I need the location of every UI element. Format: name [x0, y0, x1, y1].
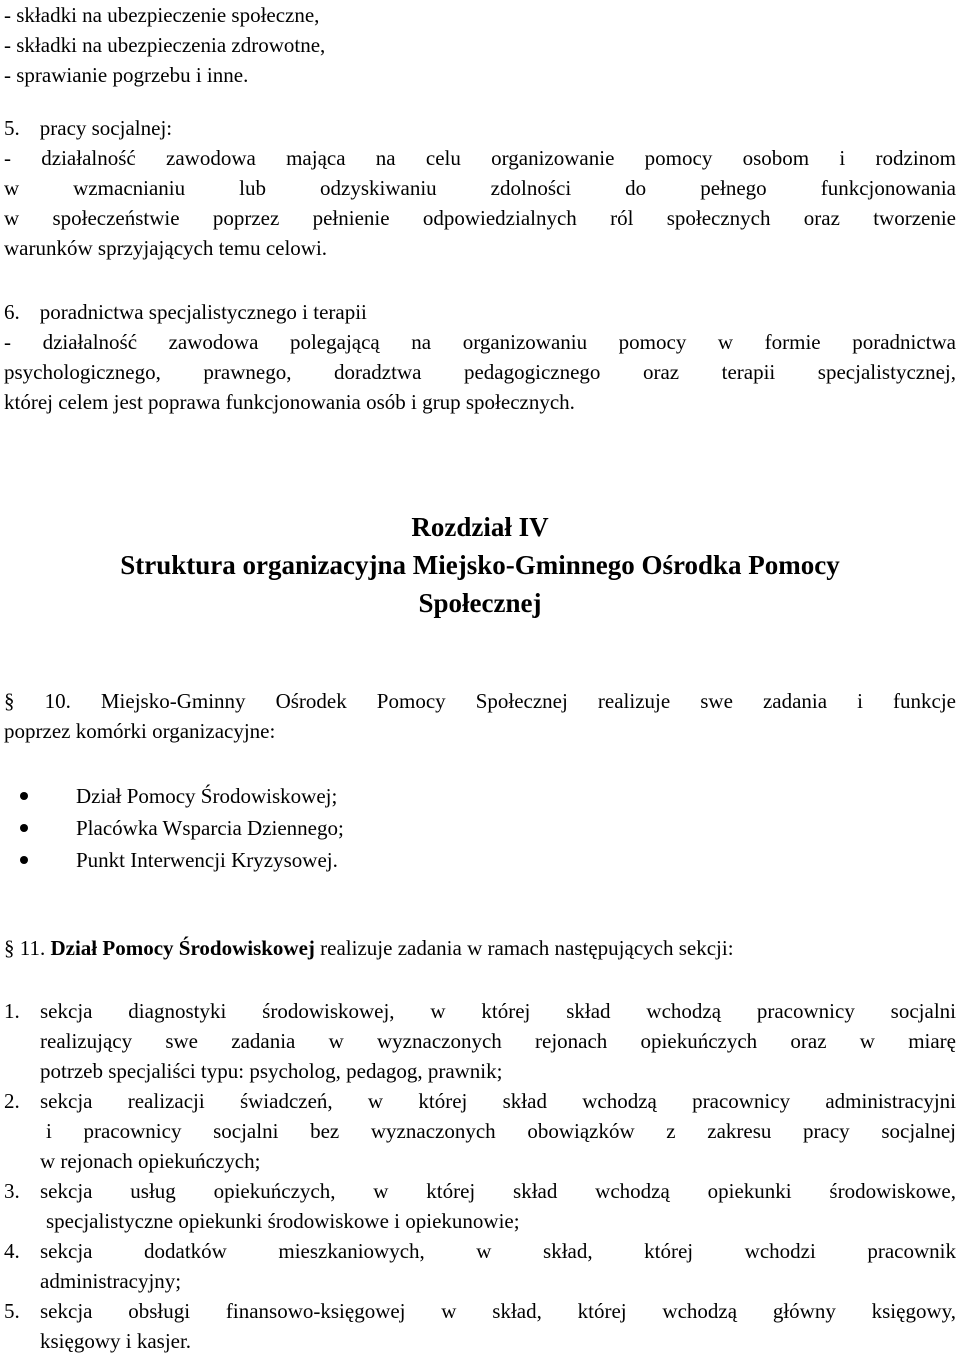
item-line: potrzeb specjaliści typu: psycholog, pedagog, prawnik;: [40, 1059, 503, 1083]
sections-list: [4, 996, 956, 1356]
section-5-heading: [4, 113, 956, 143]
bullet-icon: [20, 792, 28, 800]
list-item: [4, 996, 956, 1086]
paragraph-11-line: [4, 933, 956, 963]
item-number: 2.: [4, 1089, 20, 1113]
chapter-title: Struktura organizacyjna Miejsko-Gminnego Ośrodka Pomocy: [120, 550, 840, 580]
section-number: 6.: [4, 300, 20, 324]
bullet-icon: [20, 856, 28, 864]
section-5-line: w społeczeństwie poprzez pełnienie odpowiedzialnych ról społecznych oraz tworzenie: [4, 206, 956, 230]
item-line: specjalistyczne opiekunki środowiskowe i opiekunowie;: [46, 1209, 520, 1233]
list-item: - składki na ubezpieczenie społeczne,: [4, 3, 320, 27]
department-name: Dział Pomocy Środowiskowej: [50, 936, 315, 960]
paragraph-text: realizuje zadania w ramach następujących sekcji:: [320, 936, 734, 960]
item-number: 3.: [4, 1179, 20, 1203]
section-6-line: psychologicznego, prawnego, doradztwa pedagogicznego oraz terapii specjalistycznej,: [4, 360, 956, 384]
section-6-heading: [4, 297, 956, 327]
units-list: [20, 780, 344, 876]
chapter-heading: [0, 508, 960, 622]
unit-name: Placówka Wsparcia Dziennego;: [76, 816, 344, 840]
paragraph-text: Miejsko-Gminny Ośrodek Pomocy Społecznej realizuje swe zadania i funkcje: [100, 689, 957, 713]
section-title: poradnictwa specjalistycznego i terapii: [39, 300, 367, 324]
item-line: księgowy i kasjer.: [40, 1329, 192, 1353]
list-item: [4, 1236, 956, 1296]
section-6-line: której celem jest poprawa funkcjonowania osób i grup społecznych.: [4, 390, 575, 414]
section-5-line: - działalność zawodowa mająca na celu organizowanie pomocy osobom i rodzinom: [4, 146, 956, 170]
unit-name: Punkt Interwencji Kryzysowej.: [76, 848, 338, 872]
list-item: [4, 1176, 956, 1236]
item-line: sekcja diagnostyki środowiskowej, w której skład wchodzą pracownicy socjalni: [40, 999, 956, 1023]
item-number: 5.: [4, 1299, 20, 1323]
section-5-line: w wzmacnianiu lub odzyskiwaniu zdolności do pełnego funkcjonowania: [4, 176, 956, 200]
list-item: [4, 1296, 956, 1356]
section-number: 5.: [4, 116, 20, 140]
item-number: 1.: [4, 999, 20, 1023]
unit-name: Dział Pomocy Środowiskowej;: [76, 784, 338, 808]
benefits-list: [4, 0, 325, 90]
item-line: w rejonach opiekuńczych;: [40, 1149, 261, 1173]
list-item: [20, 780, 344, 812]
list-item: - sprawianie pogrzebu i inne.: [4, 63, 249, 87]
section-6: [4, 297, 956, 417]
section-title: pracy socjalnej:: [39, 116, 173, 140]
item-line: sekcja dodatków mieszkaniowych, w skład, której wchodzi pracownik: [40, 1239, 956, 1263]
paragraph-10-line: poprzez komórki organizacyjne:: [4, 719, 276, 743]
chapter-title-continued: Społecznej: [418, 588, 542, 618]
paragraph-10: [4, 686, 956, 746]
list-item: [20, 844, 344, 876]
list-item: - składki na ubezpieczenia zdrowotne,: [4, 33, 326, 57]
item-line: administracyjny;: [40, 1269, 182, 1293]
section-6-line: - działalność zawodowa polegającą na organizowaniu pomocy w formie poradnictwa: [4, 330, 956, 354]
list-item: [4, 1086, 956, 1176]
item-line: sekcja obsługi finansowo-księgowej w skład, której wchodzą główny księgowy,: [40, 1299, 956, 1323]
list-item: [20, 812, 344, 844]
paragraph-number: 10.: [44, 689, 71, 713]
chapter-number: Rozdział IV: [411, 512, 549, 542]
item-line: sekcja realizacji świadczeń, w której skład wchodzą pracownicy administracyjni: [40, 1089, 956, 1113]
paragraph-symbol: §: [4, 689, 15, 713]
bullet-icon: [20, 824, 28, 832]
item-line: realizujący swe zadania w wyznaczonych rejonach opiekuńczych oraz w miarę: [40, 1029, 956, 1053]
item-number: 4.: [4, 1239, 20, 1263]
item-line: sekcja usług opiekuńczych, w której skład wchodzą opiekunki środowiskowe,: [40, 1179, 956, 1203]
paragraph-number: 11.: [19, 936, 46, 960]
paragraph-10-line: [4, 686, 956, 716]
item-line: i pracownicy socjalni bez wyznaczonych obowiązków z zakresu pracy socjalnej: [46, 1119, 956, 1143]
paragraph-11: [4, 933, 956, 963]
paragraph-symbol: §: [4, 936, 15, 960]
section-5-line: warunków sprzyjających temu celowi.: [4, 236, 328, 260]
section-5: [4, 113, 956, 263]
